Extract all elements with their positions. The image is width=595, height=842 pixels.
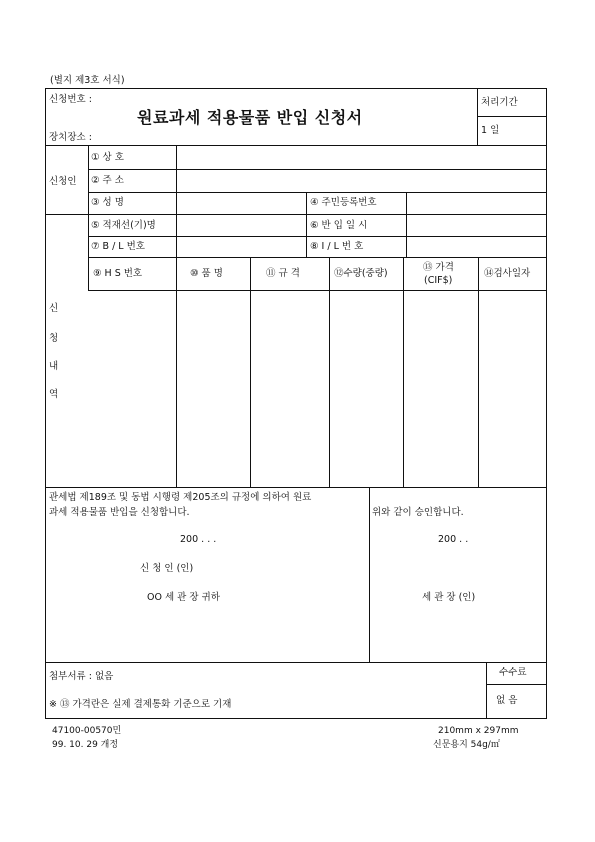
form-label: (별지 제3호 서식) [50,75,125,86]
vessel-name-label: ⑤ 적재선(기)명 [91,220,156,231]
addressee: OO 세 관 장 귀하 [147,592,220,603]
column-inspection-date: ⑭검사일자 [484,268,531,279]
customs-chief-signature: 세 관 장 (인) [422,592,476,603]
name-label: ③ 성 명 [91,197,124,208]
revision-date: 99. 10. 29 개정 [52,740,119,750]
details-section-char-2: 청 [49,333,59,344]
page-title: 원료과세 적용물품 반입 신청서 [137,108,363,127]
il-number-label: ⑧ I / L 번 호 [310,241,364,252]
price-note: ※ ⑬ 가격란은 실제 결제통화 기준으로 기재 [49,699,232,710]
form-code: 47100-00570민 [52,726,122,736]
column-price: ⑬ 가격 [423,262,454,273]
resident-number-label: ④ 주민등록번호 [310,197,377,208]
paper-type: 신문용지 54g/㎡ [433,740,500,750]
details-section-char-4: 역 [49,389,59,400]
storage-location-label: 장치장소 : [49,132,92,143]
column-price-unit: (CIF$) [424,275,453,286]
approval-date: 200 . . [438,534,469,545]
declaration-date: 200 . . . [180,534,217,545]
item-entry-area[interactable] [90,292,544,485]
address-label: ② 주 소 [91,175,124,186]
vessel-name-field[interactable] [178,216,304,234]
paper-size: 210mm x 297mm [438,726,519,736]
application-number-label: 신청번호 : [49,94,92,105]
column-item-name: ⑩ 품 명 [190,268,223,279]
applicant-section-label: 신청인 [49,176,77,187]
entry-datetime-field[interactable] [408,216,544,234]
il-number-field[interactable] [408,238,544,255]
bl-number-field[interactable] [178,238,304,255]
fee-label: 수수료 [499,667,527,678]
bl-number-label: ⑦ B / L 번호 [91,241,145,252]
details-section-char-1: 신 [49,303,59,314]
company-name-label: ① 상 호 [91,152,124,163]
column-hs-code: ⑨ H S 번호 [93,268,143,279]
processing-period-label: 처리기간 [481,97,518,108]
attachments-label: 첨부서류 : 없음 [49,671,114,682]
column-quantity: ⑫수량(중량) [334,268,388,279]
resident-number-field[interactable] [408,194,544,212]
entry-datetime-label: ⑥ 반 입 일 시 [310,220,368,231]
fee-value: 없 음 [496,695,518,706]
details-section-char-3: 내 [49,361,59,372]
address-field[interactable] [178,171,544,190]
name-field[interactable] [178,194,304,212]
declaration-text-line2: 과세 적용물품 반입을 신청합니다. [49,507,190,518]
declaration-text-line1: 관세법 제189조 및 동법 시행령 제205조의 규정에 의하여 원료 [49,492,312,503]
applicant-signature: 신 청 인 (인) [140,563,194,574]
processing-period-value: 1 일 [481,125,500,136]
column-spec: ⑪ 규 격 [266,268,300,279]
approval-text: 위와 같이 승인합니다. [372,507,464,518]
company-name-field[interactable] [178,147,544,167]
